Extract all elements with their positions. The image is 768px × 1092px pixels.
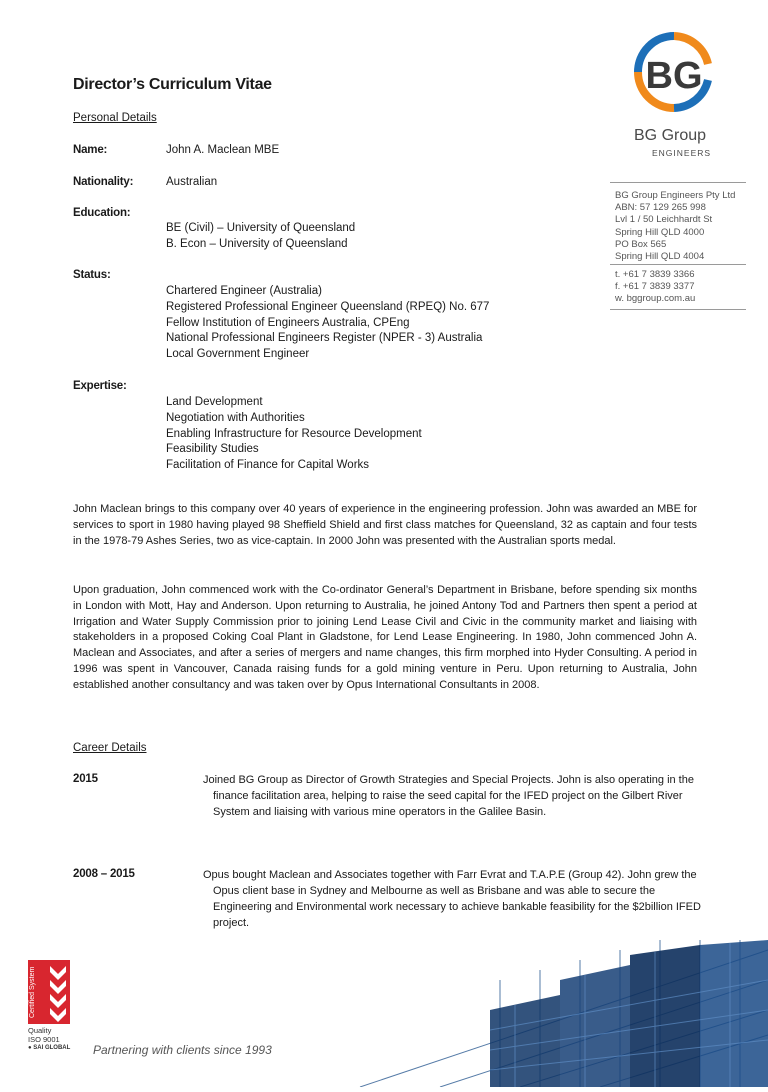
education-label: Education: bbox=[73, 207, 131, 219]
logo-subtitle: ENGINEERS bbox=[652, 148, 712, 158]
contact-divider-top bbox=[610, 182, 746, 183]
career-description: Opus bought Maclean and Associates together with Farr Evrat and T.A.P.E (Group 42). John grew the Opus client base in Sydney and Melbourne as well as Brisbane and was able to secure the Engineering and Environmental work necessary to achieve bankable feasibility for the $2billion IFED project. bbox=[203, 869, 701, 929]
page-title: Director’s Curriculum Vitae bbox=[73, 76, 272, 93]
address-line: PO Box 565 bbox=[615, 238, 667, 250]
career-details-heading: Career Details bbox=[73, 742, 147, 754]
nationality-value: Australian bbox=[166, 176, 218, 188]
name-value: John A. Maclean MBE bbox=[166, 144, 280, 156]
education-list bbox=[166, 221, 355, 253]
logo-name: BG Group bbox=[634, 127, 707, 144]
expertise-label: Expertise: bbox=[73, 380, 127, 392]
building-graphic bbox=[300, 940, 768, 1087]
contact-divider-bottom bbox=[610, 309, 746, 310]
personal-details-heading: Personal Details bbox=[73, 112, 157, 124]
address-line: ABN: 57 129 265 998 bbox=[615, 202, 706, 214]
phone-line: f. +61 7 3839 3377 bbox=[615, 281, 695, 293]
bio-paragraph: Upon graduation, John commenced work with the Co-ordinator General’s Department in Brisbane, before spending six months in London with Mott, Hay and Anderson. Upon returning to Australia, he joined Antony Tod and Partners then spent a period at Irrigation and Water Supply Commission prior to joining Lend Lease Civil and Civic in the community market and liaising with stakeholders in a proposed Coking Coal Plant in Gladstone, for Lend Lease Engineering. In 1980, John commenced John A. Maclean and Associates, and after a series of mergers and name changes, this firm morphed into Hyder Consulting. A period in 1996 was spent in Vancouver, Canada raising funds for a gold mining venture in Peru. Upon returning to Australia, John established another consultancy and was taken over by Opus International Consultants in 2008. bbox=[73, 584, 697, 691]
sai-icon: ● bbox=[28, 1045, 34, 1051]
status-item: Registered Professional Engineer Queensland (RPEQ) No. 677 bbox=[166, 300, 490, 313]
footer-tagline: Partnering with clients since 1993 bbox=[93, 1043, 272, 1057]
career-year: 2008 – 2015 bbox=[73, 868, 135, 880]
sai-global-label: ● SAI GLOBAL bbox=[28, 1045, 71, 1051]
expertise-list bbox=[166, 395, 422, 474]
address-line: BG Group Engineers Pty Ltd bbox=[615, 190, 736, 201]
logo-letters: BG bbox=[645, 55, 703, 97]
bg-group-logo bbox=[632, 30, 716, 114]
contact-phones bbox=[615, 269, 695, 306]
nationality-label: Nationality: bbox=[73, 176, 134, 188]
address-line: Spring Hill QLD 4000 bbox=[615, 226, 705, 238]
career-year: 2015 bbox=[73, 773, 98, 785]
name-label: Name: bbox=[73, 144, 108, 156]
status-item: Chartered Engineer (Australia) bbox=[166, 285, 322, 297]
bio-paragraph: John Maclean brings to this company over 40 years of experience in the engineering profession. John was awarded an MBE for services to sport in 1980 having played 98 Sheffield Shield and first class matches for Queensland, 32 as captain and four tests in the 1978-79 Ashes Series, two as vice-captain. In 2000 John was presented with the Australian sports medal. bbox=[73, 503, 697, 547]
iso-label: ISO 9001 bbox=[28, 1035, 60, 1044]
expertise-item: Negotiation with Authorities bbox=[166, 411, 305, 424]
contact-address bbox=[615, 190, 735, 263]
address-line: Lvl 1 / 50 Leichhardt St bbox=[615, 214, 713, 226]
status-item: Fellow Institution of Engineers Australia, CPEng bbox=[166, 316, 410, 329]
certified-system-text: Certified System bbox=[29, 966, 36, 1018]
expertise-item: Land Development bbox=[166, 396, 263, 408]
expertise-item: Enabling Infrastructure for Resource Development bbox=[166, 427, 422, 440]
address-line: Spring Hill QLD 4004 bbox=[615, 251, 705, 263]
status-item: National Professional Engineers Register (NPER - 3) Australia bbox=[166, 332, 483, 345]
certified-system-badge bbox=[28, 960, 70, 1024]
website-link[interactable]: w. bggroup.com.au bbox=[615, 293, 696, 305]
expertise-item: Facilitation of Finance for Capital Works bbox=[166, 459, 370, 472]
status-label: Status: bbox=[73, 269, 111, 281]
phone-line: t. +61 7 3839 3366 bbox=[615, 269, 695, 280]
quality-label: Quality bbox=[28, 1026, 52, 1035]
expertise-item: Feasibility Studies bbox=[166, 443, 259, 456]
career-description: Joined BG Group as Director of Growth Strategies and Special Projects. John is also operating in the finance facilitation area, helping to raise the seed capital for the IFED project on the Gilbert River System and liaising with various mine operators in the Galilee Basin. bbox=[203, 774, 694, 818]
education-item: B. Econ – University of Queensland bbox=[166, 237, 348, 250]
status-list bbox=[166, 284, 489, 363]
status-item: Local Government Engineer bbox=[166, 348, 310, 361]
education-item: BE (Civil) – University of Queensland bbox=[166, 222, 356, 234]
quality-cert-text bbox=[28, 1026, 70, 1053]
contact-divider-mid bbox=[610, 264, 746, 265]
